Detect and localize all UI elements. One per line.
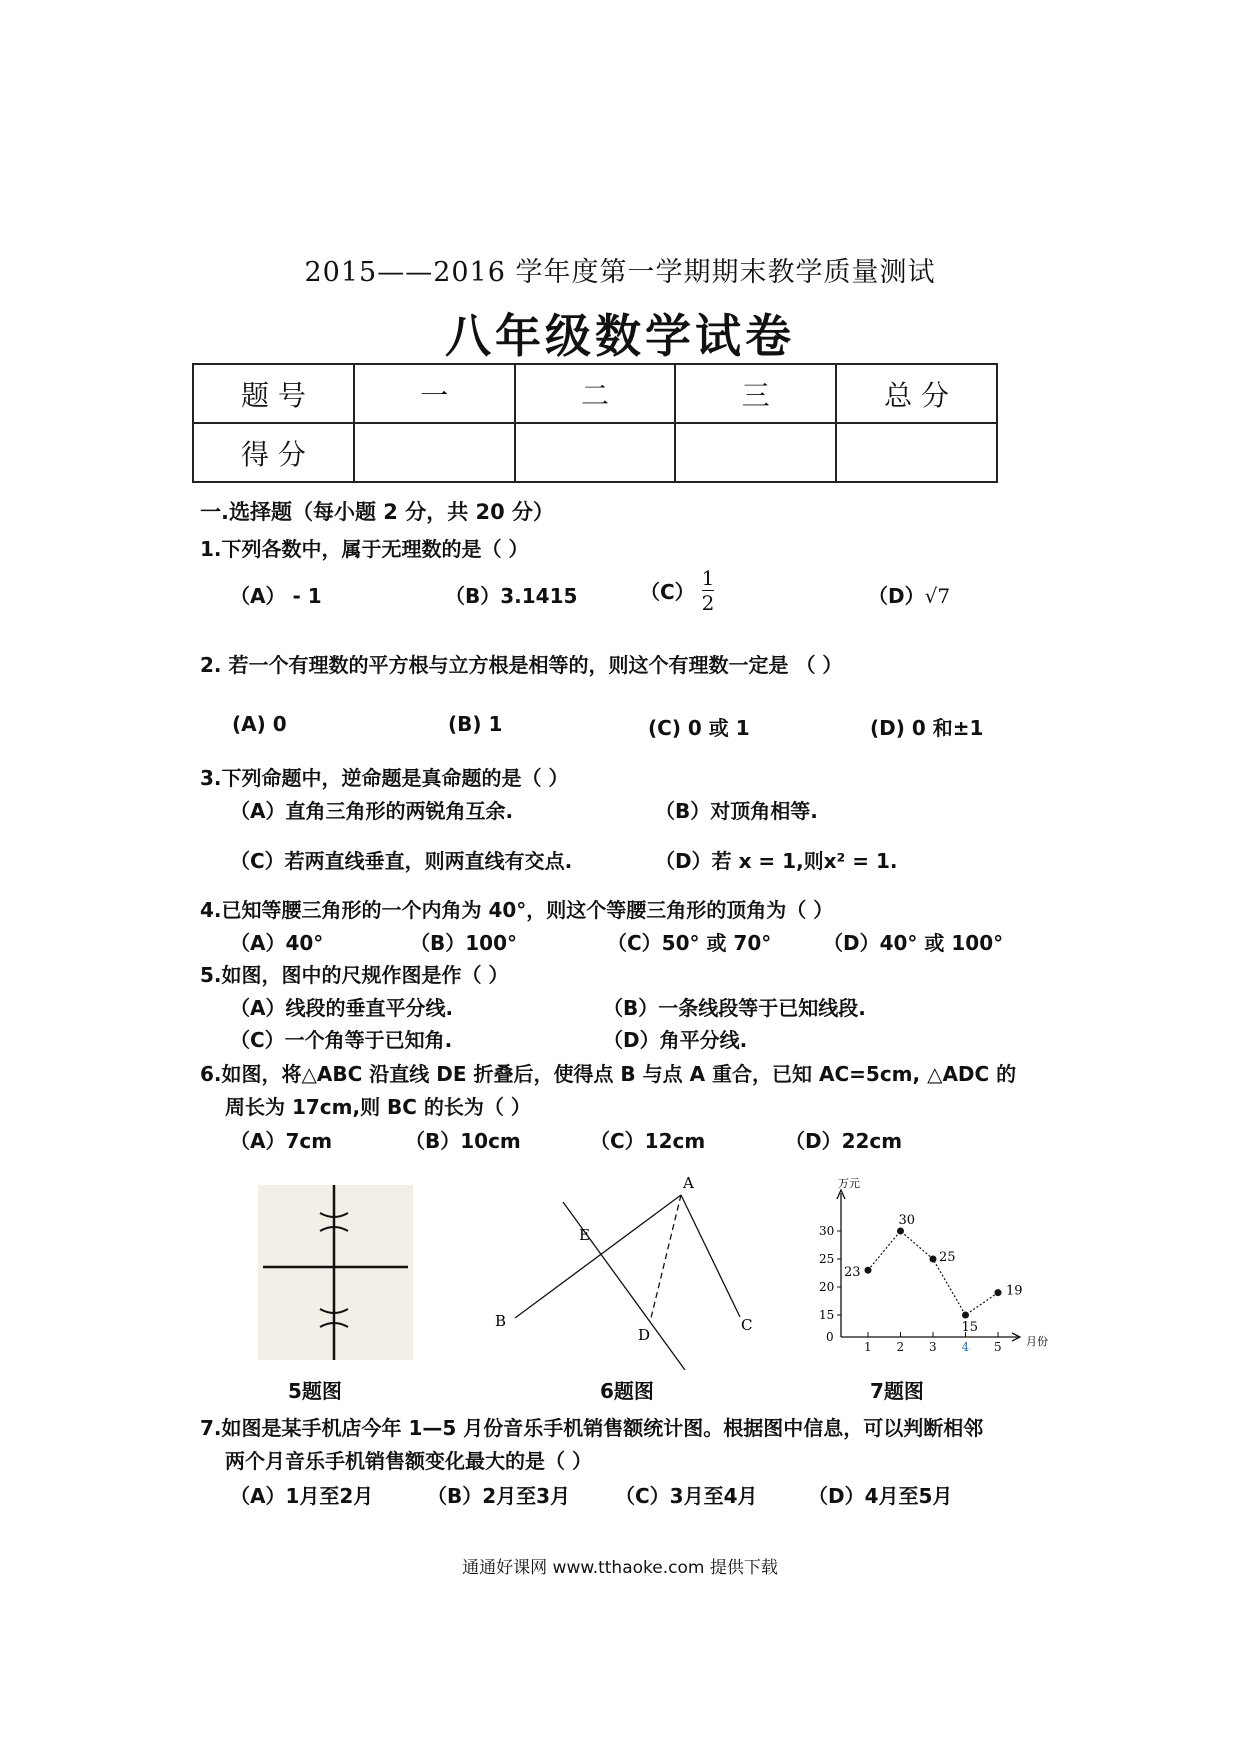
question-7-stem-line2: 两个月音乐手机销售额变化最大的是（ ） bbox=[225, 1449, 592, 1473]
score-header-cell: 一 bbox=[354, 364, 515, 423]
figure-5-caption: 5题图 bbox=[288, 1379, 342, 1403]
fraction bbox=[702, 566, 715, 615]
data-point bbox=[897, 1228, 904, 1235]
q2-option-b: (B) 1 bbox=[448, 712, 503, 736]
score-header-cell: 总 分 bbox=[836, 364, 997, 423]
data-point bbox=[962, 1312, 969, 1319]
q1-option-c bbox=[640, 566, 714, 615]
label-E: E bbox=[579, 1226, 590, 1244]
q1-option-a: （A） - 1 bbox=[230, 584, 322, 608]
fraction-denominator: 2 bbox=[701, 591, 715, 615]
q6-option-a: （A）7cm bbox=[230, 1129, 333, 1153]
question-6-stem-line2: 周长为 17cm,则 BC 的长为（ ） bbox=[225, 1095, 531, 1119]
series-line bbox=[868, 1231, 998, 1315]
score-cell[interactable] bbox=[675, 423, 836, 482]
label-D: D bbox=[638, 1326, 651, 1344]
data-label: 25 bbox=[939, 1250, 956, 1265]
x-tick-label: 2 bbox=[896, 1340, 905, 1354]
fraction-numerator: 1 bbox=[701, 566, 715, 590]
data-point bbox=[995, 1289, 1002, 1296]
figure-6-caption: 6题图 bbox=[600, 1379, 654, 1403]
x-axis-label: 月份 bbox=[1026, 1335, 1048, 1348]
figure-6-triangle bbox=[485, 1170, 760, 1370]
q3-option-b: （B）对顶角相等. bbox=[655, 799, 818, 823]
q7-option-c: （C）3月至4月 bbox=[615, 1484, 758, 1508]
x-tick-label: 1 bbox=[864, 1340, 872, 1354]
q4-option-d: （D）40° 或 100° bbox=[823, 931, 1004, 955]
score-header-cell: 二 bbox=[515, 364, 676, 423]
figure-7-caption: 7题图 bbox=[870, 1379, 924, 1403]
data-label: 19 bbox=[1006, 1283, 1023, 1299]
data-point bbox=[930, 1256, 937, 1263]
label-C: C bbox=[741, 1316, 753, 1334]
data-point bbox=[865, 1267, 872, 1274]
q3-option-a: （A）直角三角形的两锐角互余. bbox=[230, 799, 514, 823]
data-label: 23 bbox=[844, 1265, 861, 1281]
q6-option-c: （C）12cm bbox=[590, 1129, 706, 1153]
score-cell[interactable] bbox=[836, 423, 997, 482]
score-header-cell: 题 号 bbox=[193, 364, 354, 423]
score-table-score-row bbox=[193, 423, 997, 482]
q2-option-c: (C) 0 或 1 bbox=[648, 716, 750, 740]
sqrt-value: √7 bbox=[924, 584, 951, 608]
origin-label: 0 bbox=[826, 1330, 834, 1344]
q6-option-b: （B）10cm bbox=[405, 1129, 521, 1153]
x-tick-label: 3 bbox=[929, 1340, 937, 1354]
q5-option-a: （A）线段的垂直平分线. bbox=[230, 996, 454, 1020]
data-label: 30 bbox=[898, 1213, 916, 1228]
question-1-stem: 1.下列各数中，属于无理数的是（ ） bbox=[200, 537, 529, 561]
segment-AC bbox=[681, 1195, 740, 1317]
section-heading: 一.选择题（每小题 2 分，共 20 分） bbox=[200, 500, 555, 524]
score-header-cell: 三 bbox=[675, 364, 836, 423]
x-tick-label: 5 bbox=[994, 1340, 1002, 1354]
score-cell[interactable] bbox=[354, 423, 515, 482]
q7-option-a: （A）1月至2月 bbox=[230, 1484, 374, 1508]
q1-option-d-label: （D） bbox=[868, 584, 925, 608]
question-4-stem: 4.已知等腰三角形的一个内角为 40°，则这个等腰三角形的顶角为（ ） bbox=[200, 898, 834, 922]
data-label: 15 bbox=[961, 1320, 979, 1335]
q4-option-b: （B）100° bbox=[410, 931, 517, 955]
q4-option-a: （A）40° bbox=[230, 931, 324, 955]
footer-source: 通通好课网 www.tthaoke.com 提供下载 bbox=[462, 1558, 778, 1578]
q2-option-d: (D) 0 和±1 bbox=[870, 716, 984, 740]
figure-5-construction bbox=[258, 1185, 413, 1360]
q5-option-d: （D）角平分线. bbox=[603, 1028, 748, 1052]
question-2-stem: 2. 若一个有理数的平方根与立方根是相等的，则这个有理数一定是 （ ） bbox=[200, 653, 843, 677]
score-cell[interactable] bbox=[515, 423, 676, 482]
q7-option-d: （D）4月至5月 bbox=[808, 1484, 953, 1508]
question-5-stem: 5.如图，图中的尺规作图是作（ ） bbox=[200, 963, 509, 987]
q2-option-a: (A) 0 bbox=[232, 712, 287, 736]
q5-option-b: （B）一条线段等于已知线段. bbox=[603, 996, 866, 1020]
score-row-label: 得 分 bbox=[193, 423, 354, 482]
q3-option-c: （C）若两直线垂直，则两直线有交点. bbox=[230, 849, 573, 873]
x-tick-label: 4 bbox=[961, 1340, 970, 1354]
label-A: A bbox=[683, 1174, 694, 1192]
exam-title: 八年级数学试卷 bbox=[445, 309, 795, 363]
y-axis-label: 万元 bbox=[838, 1177, 860, 1190]
segment-BA bbox=[515, 1195, 681, 1318]
question-3-stem: 3.下列命题中，逆命题是真命题的是（ ） bbox=[200, 766, 569, 790]
score-table-header-row bbox=[193, 364, 997, 423]
figure-7-line-chart bbox=[808, 1175, 1078, 1370]
q6-option-d: （D）22cm bbox=[785, 1129, 903, 1153]
y-tick-label: 30 bbox=[819, 1224, 835, 1238]
y-tick-label: 25 bbox=[819, 1252, 835, 1266]
q5-option-c: （C）一个角等于已知角. bbox=[230, 1028, 453, 1052]
question-7-stem-line1: 7.如图是某手机店今年 1—5 月份音乐手机销售额统计图。根据图中信息，可以判断相邻 bbox=[200, 1416, 984, 1440]
q7-option-b: （B）2月至3月 bbox=[427, 1484, 571, 1508]
q1-option-b: （B）3.1415 bbox=[445, 584, 578, 608]
q1-option-d bbox=[868, 580, 950, 609]
q1-option-c-label: （C） bbox=[640, 580, 695, 604]
figure-5-background bbox=[258, 1185, 413, 1360]
y-tick-label: 20 bbox=[819, 1280, 835, 1294]
question-6-stem-line1: 6.如图，将△ABC 沿直线 DE 折叠后，使得点 B 与点 A 重合，已知 AC=5cm, △ADC 的 bbox=[200, 1062, 1017, 1086]
exam-subtitle: 2015——2016 学年度第一学期期末教学质量测试 bbox=[304, 257, 936, 288]
q4-option-c: （C）50° 或 70° bbox=[607, 931, 772, 955]
q3-option-d: （D）若 x = 1,则x² = 1. bbox=[655, 849, 898, 873]
y-tick-label: 15 bbox=[819, 1308, 835, 1322]
label-B: B bbox=[495, 1312, 507, 1330]
score-table bbox=[192, 363, 998, 483]
